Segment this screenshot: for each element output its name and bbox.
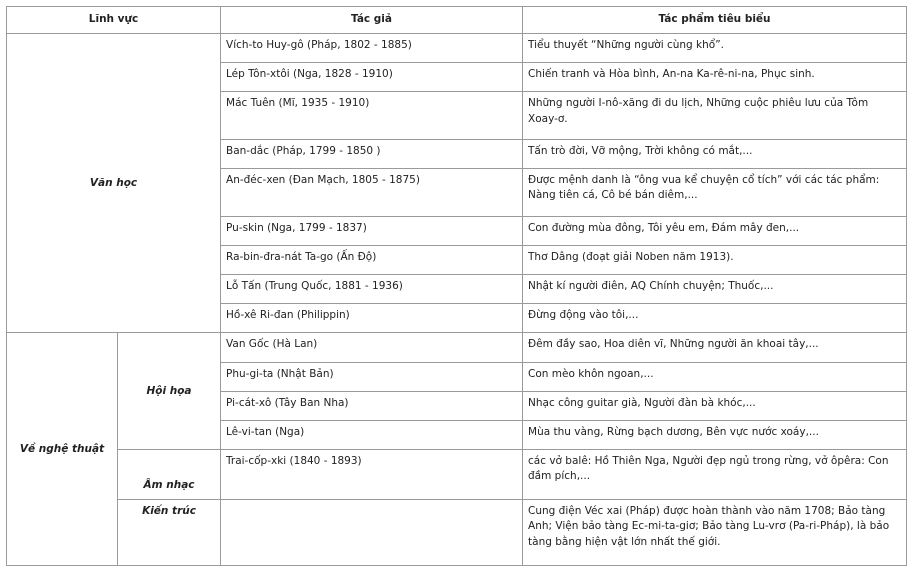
works-cell: Đêm đầy sao, Hoa diên vĩ, Những người ăn khoai tây,... xyxy=(523,333,907,362)
works-cell: Được mệnh danh là “ông vua kể chuyện cổ tích” với các tác phẩm: Nàng tiên cá, Cô bé bán diêm,... xyxy=(523,169,907,217)
works-cell: Nhật kí người điên, AQ Chính chuyện; Thuốc,... xyxy=(523,274,907,303)
author-cell xyxy=(221,500,523,566)
works-cell: Thơ Dâng (đoạt giải Noben năm 1913). xyxy=(523,245,907,274)
author-cell: Mác Tuên (Mĩ, 1935 - 1910) xyxy=(221,92,523,140)
works-cell: Những người I-nô-xăng đi du lịch, Những cuộc phiêu lưu của Tôm Xoay-ơ. xyxy=(523,92,907,140)
table-row xyxy=(7,333,907,362)
works-cell: Chiến tranh và Hòa bình, An-na Ka-rê-ni-na, Phục sinh. xyxy=(523,63,907,92)
author-cell: Pi-cát-xô (Tây Ban Nha) xyxy=(221,391,523,420)
header-works: Tác phẩm tiêu biểu xyxy=(523,7,907,34)
header-author: Tác giả xyxy=(221,7,523,34)
subfield-painting: Hội họa xyxy=(118,333,221,450)
works-cell: Tấn trò đời, Vỡ mộng, Trời không có mắt,... xyxy=(523,139,907,168)
author-cell: Ra-bin-đra-nát Ta-go (Ấn Độ) xyxy=(221,245,523,274)
author-cell: Pu-skin (Nga, 1799 - 1837) xyxy=(221,216,523,245)
author-cell: Phu-gi-ta (Nhật Bản) xyxy=(221,362,523,391)
culture-table xyxy=(6,6,907,566)
works-cell: các vở balê: Hồ Thiên Nga, Người đẹp ngủ trong rừng, vở ôpêra: Con đầm pích,... xyxy=(523,450,907,500)
author-cell: Trai-cốp-xki (1840 - 1893) xyxy=(221,450,523,500)
author-cell: Hồ-xê Ri-đan (Philippin) xyxy=(221,304,523,333)
works-cell: Con mèo khôn ngoan,... xyxy=(523,362,907,391)
works-cell: Mùa thu vàng, Rừng bạch dương, Bên vực nước xoáy,... xyxy=(523,420,907,449)
works-cell: Cung điện Véc xai (Pháp) được hoàn thành vào năm 1708; Bảo tàng Anh; Viện bảo tàng Ec-mi-ta-giơ; Bảo tàng Lu-vrơ (Pa-ri-Pháp), là bảo tàng bằng hiện vật lớn nhất thế giới. xyxy=(523,500,907,566)
header-row xyxy=(7,7,907,34)
author-cell: Vích-to Huy-gô (Pháp, 1802 - 1885) xyxy=(221,34,523,63)
author-cell: Lỗ Tấn (Trung Quốc, 1881 - 1936) xyxy=(221,274,523,303)
table-row xyxy=(7,450,907,500)
table-row xyxy=(7,34,907,63)
table-row xyxy=(7,500,907,566)
works-cell: Nhạc công guitar già, Người đàn bà khóc,... xyxy=(523,391,907,420)
works-cell: Con đường mùa đông, Tôi yêu em, Đám mây đen,... xyxy=(523,216,907,245)
author-cell: An-đéc-xen (Đan Mạch, 1805 - 1875) xyxy=(221,169,523,217)
author-cell: Van Gốc (Hà Lan) xyxy=(221,333,523,362)
header-field: Lĩnh vực xyxy=(7,7,221,34)
author-cell: Lê-vi-tan (Nga) xyxy=(221,420,523,449)
works-cell: Tiểu thuyết “Những người cùng khổ”. xyxy=(523,34,907,63)
field-literature: Văn học xyxy=(7,34,221,333)
author-cell: Ban-dắc (Pháp, 1799 - 1850 ) xyxy=(221,139,523,168)
subfield-music: Âm nhạc xyxy=(118,450,221,500)
works-cell: Đừng động vào tôi,... xyxy=(523,304,907,333)
subfield-architecture: Kiến trúc xyxy=(118,500,221,566)
field-art: Về nghệ thuật xyxy=(7,333,118,566)
author-cell: Lép Tôn-xtôi (Nga, 1828 - 1910) xyxy=(221,63,523,92)
